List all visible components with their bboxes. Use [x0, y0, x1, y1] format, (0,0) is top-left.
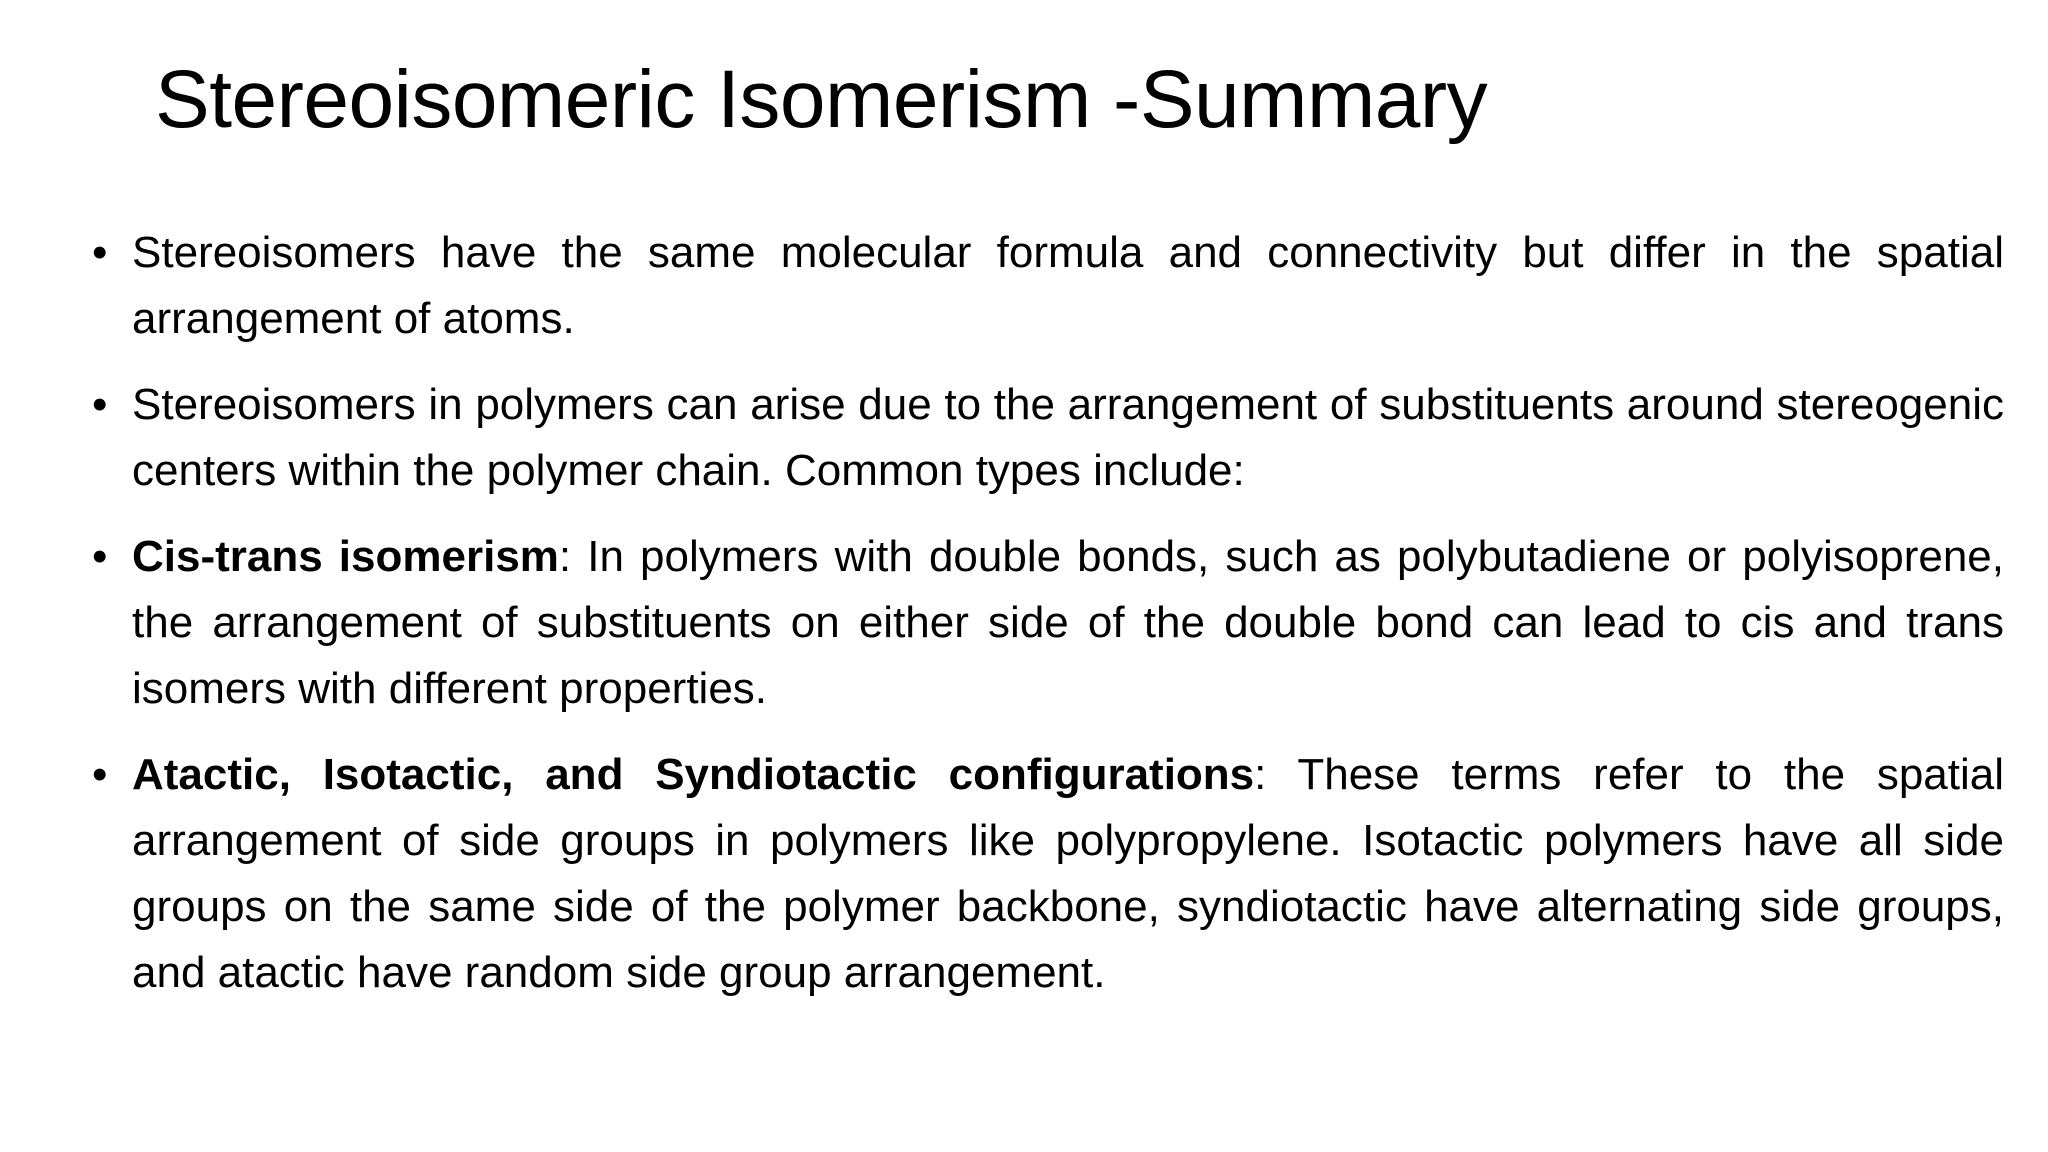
bullet-text: : These terms refer to the spatial arrangement of side groups in polymers like polypropylene. Isotactic polymers have all side groups on the same side of the polymer backbone, syndiotactic have alternating side groups, and atactic have random side group arrangement.: [132, 750, 2005, 997]
bullet-term: Atactic, Isotactic, and Syndiotactic configurations: [132, 750, 1255, 799]
bullet-item: [92, 742, 2004, 1006]
bullet-item: [92, 220, 2004, 352]
bullet-text: Stereoisomers in polymers can arise due to the arrangement of substituents around stereogenic centers within the polymer chain. Common types include:: [132, 380, 2004, 495]
bullet-item: [92, 372, 2004, 504]
bullet-item: [92, 524, 2004, 722]
bullet-marker: •: [92, 228, 108, 277]
slide-title: Stereoisomeric Isomerism -Summary: [155, 54, 1488, 145]
bullet-list: [92, 220, 2004, 1026]
bullet-marker: •: [92, 750, 108, 799]
bullet-text: : In polymers with double bonds, such as polybutadiene or polyisoprene, the arrangement of substituents on either side of the double bond can lead to cis and trans isomers with different properties.: [132, 532, 2004, 713]
bullet-marker: •: [92, 532, 108, 581]
bullet-marker: •: [92, 380, 108, 429]
bullet-term: Cis-trans isomerism: [132, 532, 559, 581]
bullet-text: Stereoisomers have the same molecular formula and connectivity but differ in the spatial arrangement of atoms.: [132, 228, 2004, 343]
